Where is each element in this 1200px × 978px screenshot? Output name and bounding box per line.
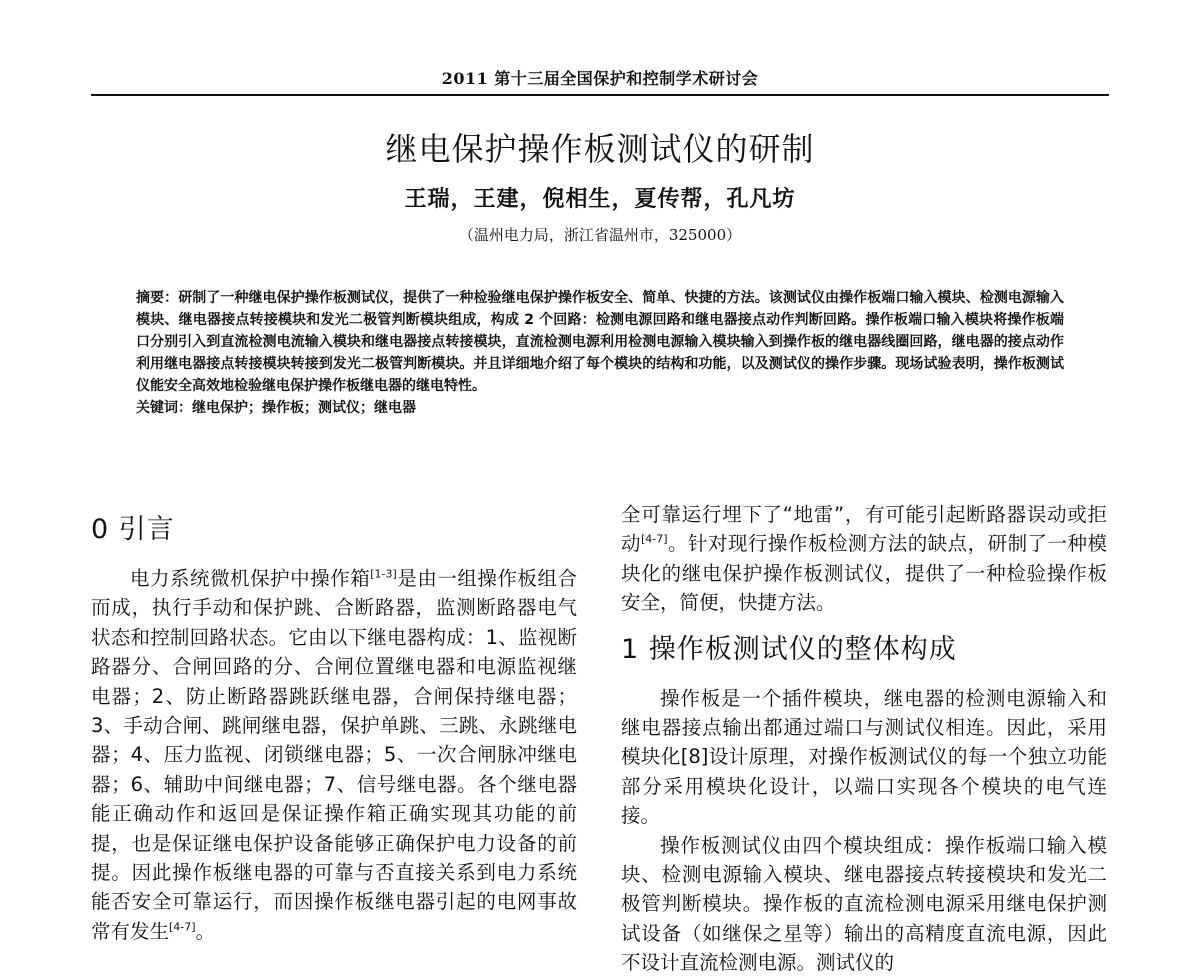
paper-title: 继电保护操作板测试仪的研制: [385, 130, 815, 168]
intro-paragraph: [91, 564, 577, 946]
keywords-paragraph: [136, 397, 1064, 419]
keywords-text: 继电保护；操作板；测试仪；继电器: [192, 400, 416, 416]
citation-ref: [4-7]: [169, 920, 196, 934]
left-column: [91, 500, 577, 946]
section-1-heading: 1 操作板测试仪的整体构成: [621, 633, 957, 665]
right-column: [621, 500, 1107, 978]
citation-ref: [1-3]: [370, 567, 397, 581]
continued-text-a: 全可靠运行埋下了“地雷”，有可能引起断路器误动或拒动: [621, 503, 1107, 556]
paper-authors: 王瑞，王建，倪相生，夏传帮，孔凡坊: [404, 187, 796, 212]
citation-ref: [4-7]: [640, 532, 668, 546]
abstract-block: [136, 287, 1064, 419]
intro-text-b: 是由一组操作板组合而成，执行手动和保护跳、合断路器，监测断路器电气状态和控制回路状态。它由以下继电器构成：1、监视断路器分、合闸回路的分、合闸位置继电器和电源监视继电器；2、防止断路器跳跃继电器，合闸保持继电器；3、手动合闸、跳闸继电器，保护单跳、三跳、永跳继电器；4、压力监视、闭锁继电器；5、一次合闸脉冲继电器；6、辅助中间继电器；7、信号继电器。各个继电器能正确动作和返回是保证操作箱正确实现其功能的前提，也是保证继电保护设备能够正确保护电力设备的前提。因此操作板继电器的可靠与否直接关系到电力系统能否安全可靠运行，而因操作板继电器引起的电网事故常有发生: [91, 567, 577, 943]
header-rule: [91, 94, 1109, 96]
abstract-text: 研制了一种继电保护操作板测试仪，提供了一种检验继电保护操作板安全、简单、快捷的方法。该测试仪由操作板端口输入模块、检测电源输入模块、继电器接点转接模块和发光二极管判断模块组成，构成 2 个回路：检测电源回路和继电器接点动作判断回路。操作板端口输入模块将操作板端口分别引入到直流检测电流输入模块和继电器接点转接模块，直流检测电源利用检测电源输入模块输入到操作板的继电器线圈回路，继电器的接点动作利用继电器接点转接模块转接到发光二极管判断模块。并且详细地介绍了每个模块的结构和功能，以及测试仪的操作步骤。现场试验表明，操作板测试仪能安全高效地检验继电保护操作板继电器的继电特性。: [136, 290, 1064, 394]
intro-text-c: 。: [195, 919, 216, 943]
running-header: 2011 第十三届全国保护和控制学术研讨会: [441, 69, 759, 88]
continued-text-b: 。针对现行操作板检测方法的缺点，研制了一种模块化的继电保护操作板测试仪，提供了一种检验操作板安全，简便，快捷方法。: [621, 532, 1107, 615]
intro-text-a: 电力系统微机保护中操作箱: [130, 567, 371, 590]
keywords-label: 关键词：: [136, 400, 192, 416]
body-paragraph: 操作板是一个插件模块，继电器的检测电源输入和继电器接点输出都通过端口与测试仪相连。因此，采用模块化[8]设计原理，对操作板测试仪的每一个独立功能部分采用模块化设计，以端口实现各个模块的电气连接。: [621, 686, 1107, 828]
abstract-label: 摘要：: [136, 290, 179, 306]
body-paragraph: 操作板测试仪由四个模块组成：操作板端口输入模块、检测电源输入模块、继电器接点转接模块和发光二极管判断模块。操作板的直流检测电源采用继电保护测试设备（如继保之星等）输出的高精度直流电源，因此不设计直流检测电源。测试仪的: [621, 833, 1107, 975]
continued-paragraph: [621, 500, 1107, 618]
abstract-paragraph: [136, 287, 1064, 397]
paper-affiliation: （温州电力局，浙江省温州市，325000）: [458, 226, 742, 244]
section-0-heading: 0 引言: [91, 514, 175, 545]
